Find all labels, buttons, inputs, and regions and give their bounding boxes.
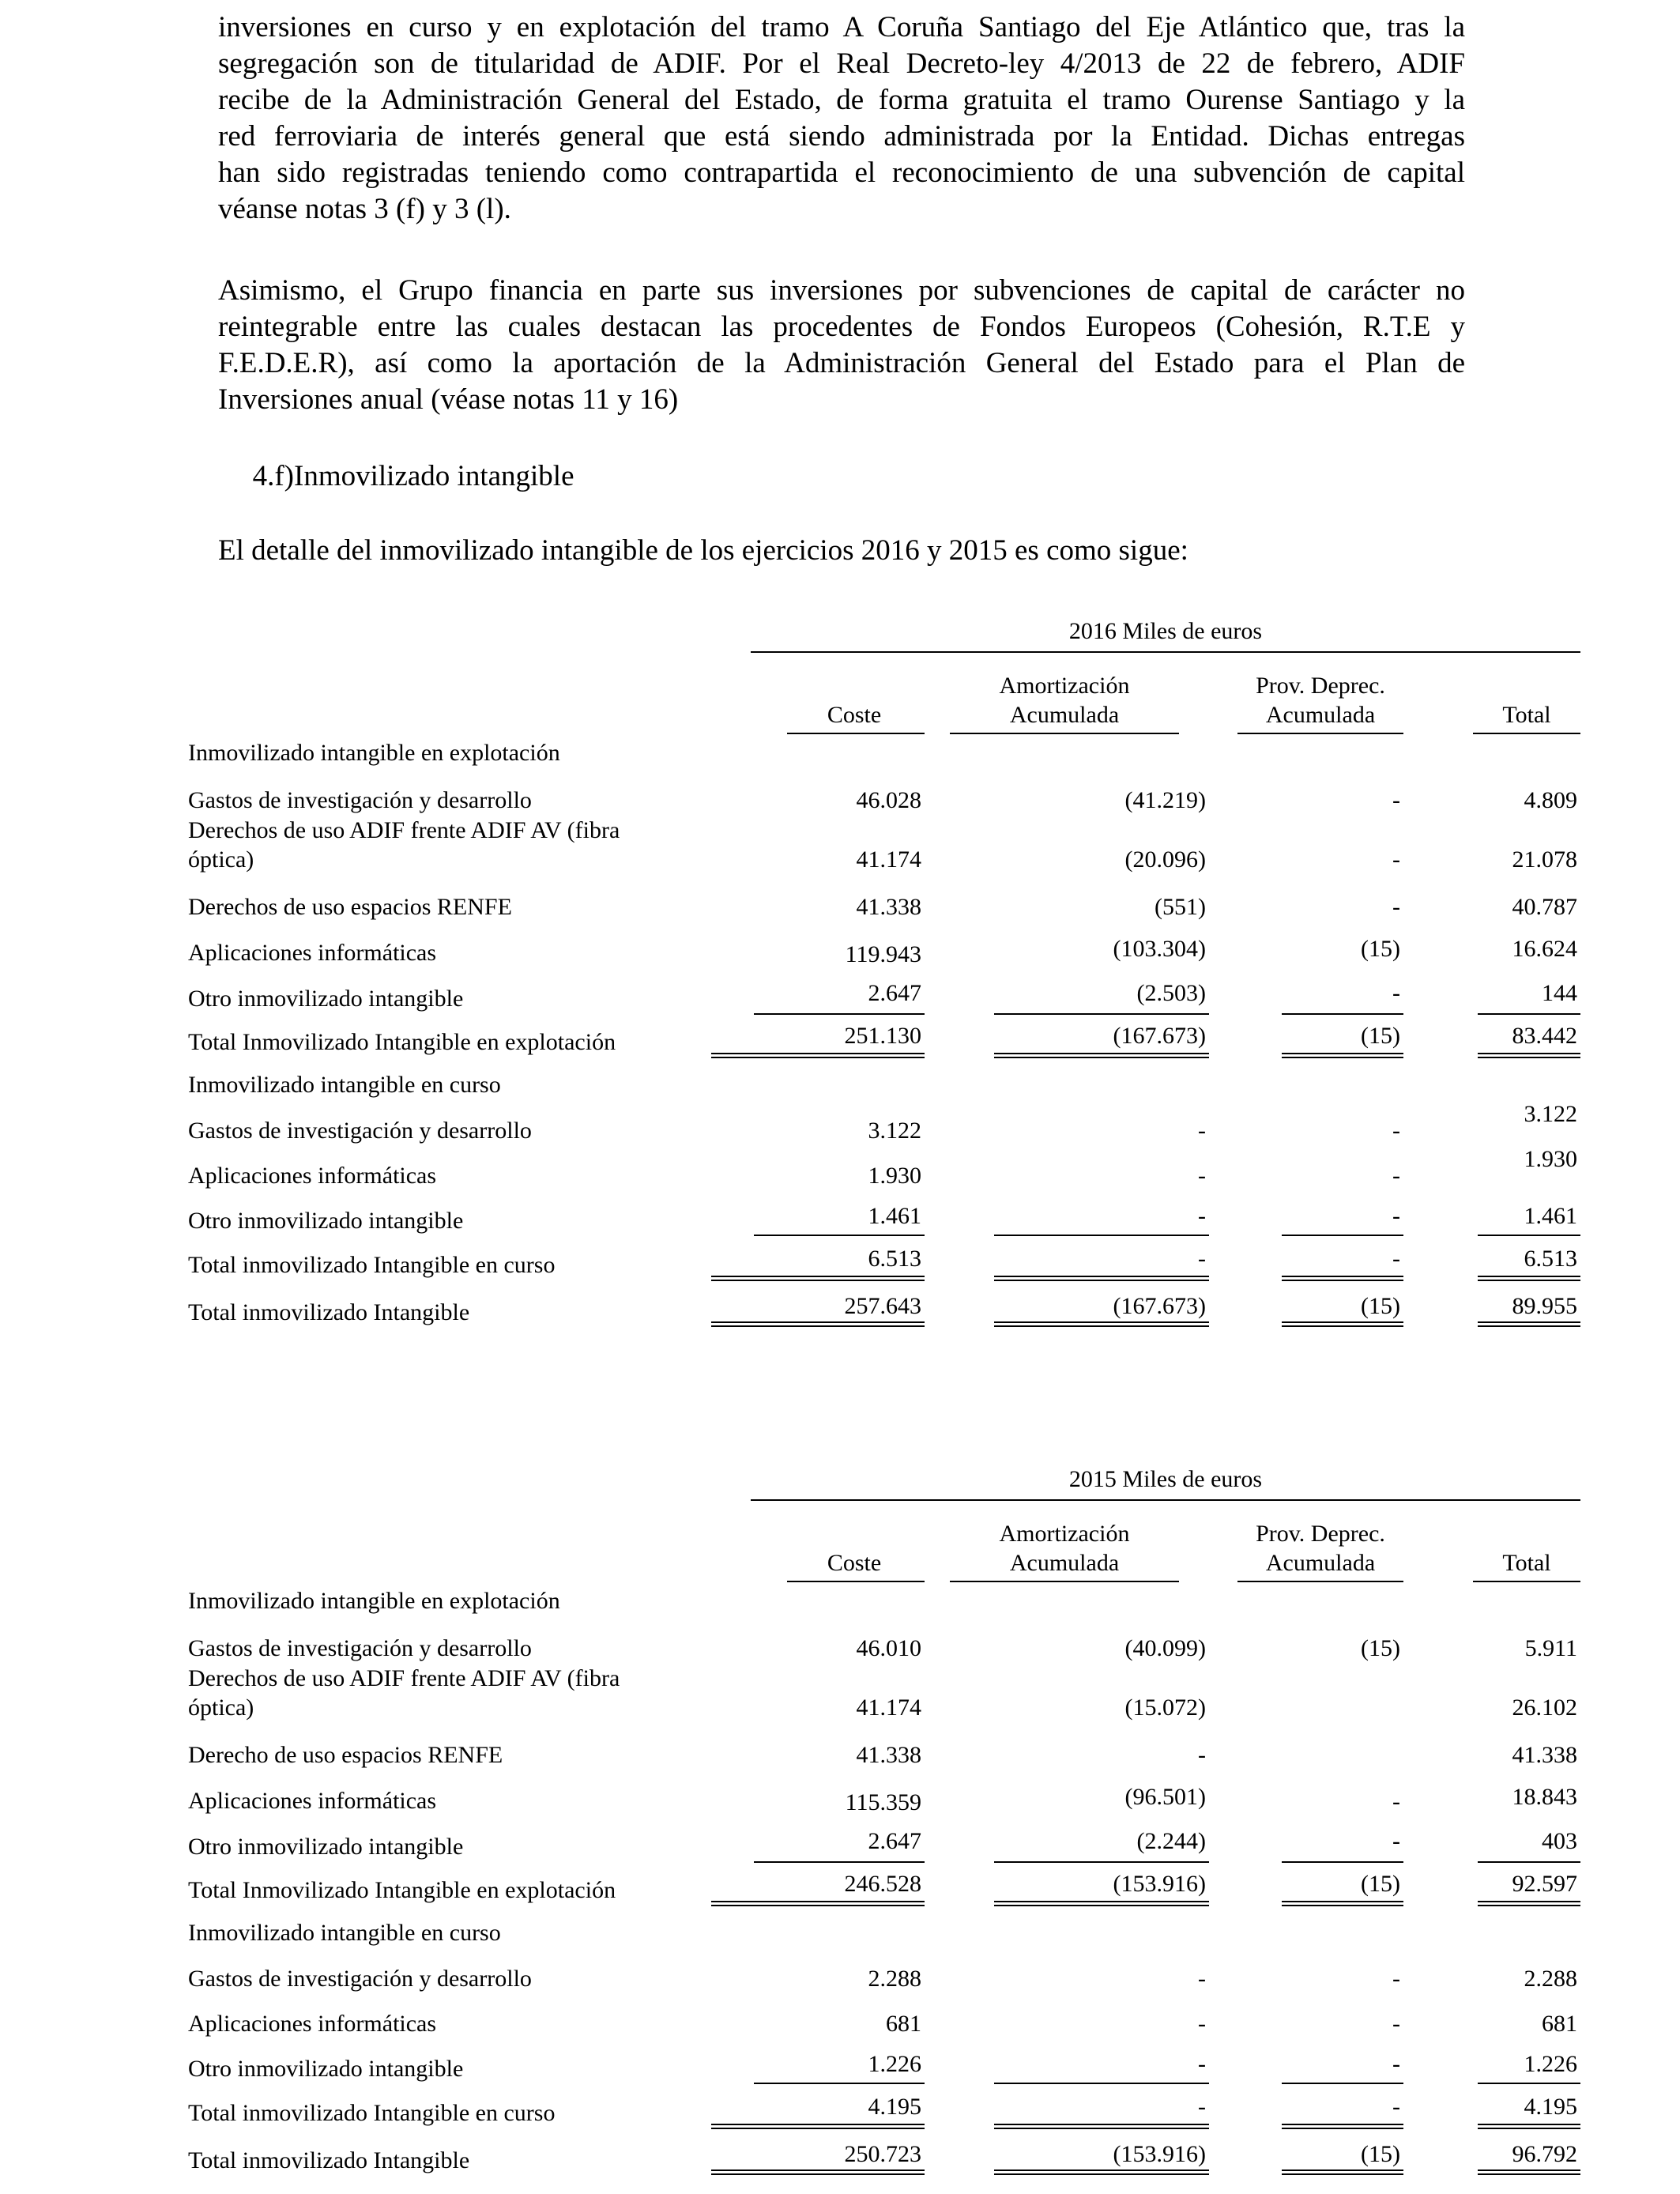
cell-provision: -	[1392, 1246, 1400, 1272]
cell-total: 16.624	[1512, 936, 1577, 962]
cell-coste: 2.647	[868, 1828, 921, 1854]
cell-total: 96.792	[1512, 2141, 1577, 2167]
double-rule	[1282, 1053, 1403, 1058]
cell-amortizacion: (153.916)	[1113, 1871, 1206, 1897]
cell-coste: 246.528	[844, 1871, 921, 1897]
subtotal-rule	[994, 1235, 1209, 1236]
cell-amortizacion: (2.244)	[1136, 1828, 1206, 1854]
double-rule	[994, 1901, 1209, 1906]
cell-provision: -	[1392, 1966, 1400, 1992]
row-label-continued: óptica)	[188, 1695, 254, 1721]
paragraph-line: inversiones en curso y en explotación del tramo A Coruña Santiago del Eje Atlántico que, tras la	[218, 11, 1465, 43]
cell-coste: 250.723	[844, 2141, 921, 2167]
cell-total: 40.787	[1512, 894, 1577, 920]
cell-total: 1.461	[1524, 1203, 1577, 1229]
cell-provision: (15)	[1361, 936, 1400, 962]
cell-amortizacion: (551)	[1155, 894, 1206, 920]
cell-total: 403	[1542, 1828, 1577, 1854]
section-label: Inmovilizado intangible en curso	[188, 1072, 501, 1098]
caption-rule	[751, 1499, 1580, 1501]
paragraph-line: F.E.D.E.R), así como la aportación de la Administración General del Estado para el Plan de	[218, 347, 1465, 379]
cell-amortizacion: (40.099)	[1124, 1635, 1206, 1661]
double-rule	[994, 1053, 1209, 1058]
row-label: Aplicaciones informáticas	[188, 1163, 437, 1189]
paragraph-line: recibe de la Administración General del Estado, de forma gratuita el tramo Ourense Santiago y la	[218, 84, 1465, 116]
subtotal-rule	[994, 2083, 1209, 2084]
cell-amortizacion: -	[1198, 1203, 1206, 1229]
cell-provision: -	[1392, 2011, 1400, 2037]
double-rule	[1478, 1053, 1580, 1058]
cell-total: 3.122	[1524, 1101, 1577, 1127]
row-label: Gastos de investigación y desarrollo	[188, 787, 532, 813]
subtotal-rule	[1282, 2083, 1403, 2084]
cell-provision: -	[1392, 1203, 1400, 1229]
cell-coste: 3.122	[868, 1118, 921, 1144]
grand-total-label: Total inmovilizado Intangible	[188, 1299, 470, 1325]
subtotal-label: Total Inmovilizado Intangible en explotación	[188, 1029, 616, 1055]
cell-amortizacion: -	[1198, 2051, 1206, 2077]
double-rule	[994, 1276, 1209, 1281]
column-header-amortizacion: Amortización Acumulada	[999, 1521, 1130, 1576]
subtotal-label: Total Inmovilizado Intangible en explotación	[188, 1877, 616, 1903]
cell-amortizacion: (2.503)	[1136, 980, 1206, 1006]
cell-amortizacion: (167.673)	[1113, 1293, 1206, 1319]
cell-provision: -	[1392, 1163, 1400, 1189]
double-rule	[711, 2124, 925, 2129]
subtotal-label: Total inmovilizado Intangible en curso	[188, 2100, 556, 2126]
double-rule	[1478, 2124, 1580, 2129]
double-rule	[1282, 1276, 1403, 1281]
paragraph-subsidies	[218, 273, 1465, 418]
cell-amortizacion: (153.916)	[1113, 2141, 1206, 2167]
cell-total: 681	[1542, 2011, 1577, 2037]
cell-total: 18.843	[1512, 1784, 1577, 1810]
subtotal-rule	[1478, 1013, 1580, 1015]
subtotal-rule	[1282, 1013, 1403, 1015]
subtotal-rule	[754, 1235, 925, 1236]
double-rule	[1282, 2124, 1403, 2129]
row-label: Otro inmovilizado intangible	[188, 1834, 464, 1860]
double-rule	[1478, 1276, 1580, 1281]
cell-coste: 46.028	[856, 787, 921, 813]
row-label: Otro inmovilizado intangible	[188, 986, 464, 1012]
subtotal-rule	[1478, 2083, 1580, 2084]
cell-coste: 46.010	[856, 1635, 921, 1661]
double-rule	[994, 2169, 1209, 2175]
row-label: Derechos de uso espacios RENFE	[188, 894, 512, 920]
cell-amortizacion: (167.673)	[1113, 1023, 1206, 1049]
subtotal-rule	[994, 1013, 1209, 1015]
row-label: Derechos de uso ADIF frente ADIF AV (fibra	[188, 1665, 620, 1691]
section-label: Inmovilizado intangible en explotación	[188, 740, 560, 766]
header-rule	[950, 1581, 1179, 1582]
row-label: Derechos de uso ADIF frente ADIF AV (fibra	[188, 817, 620, 843]
double-rule	[711, 1901, 925, 1906]
cell-coste: 41.338	[856, 1742, 921, 1768]
cell-coste: 251.130	[844, 1023, 921, 1049]
double-rule	[711, 1321, 925, 1327]
subtotal-rule	[1478, 1235, 1580, 1236]
caption-rule	[751, 651, 1580, 653]
cell-provision: -	[1392, 846, 1400, 873]
cell-coste: 1.930	[868, 1163, 921, 1189]
cell-total: 1.226	[1524, 2051, 1577, 2077]
cell-total: 4.809	[1524, 787, 1577, 813]
cell-amortizacion: (15.072)	[1124, 1695, 1206, 1721]
double-rule	[1282, 2169, 1403, 2175]
cell-total: 144	[1542, 980, 1577, 1006]
cell-amortizacion: -	[1198, 2094, 1206, 2120]
paragraph-line: red ferroviaria de interés general que está siendo administrada por la Entidad. Dichas entregas	[218, 120, 1465, 153]
cell-amortizacion: -	[1198, 1246, 1206, 1272]
cell-provision: -	[1392, 1118, 1400, 1144]
cell-total: 4.195	[1524, 2094, 1577, 2120]
cell-coste: 2.647	[868, 980, 921, 1006]
column-header-total: Total	[1502, 702, 1551, 728]
cell-total: 89.955	[1512, 1293, 1577, 1319]
cell-amortizacion: (20.096)	[1124, 846, 1206, 873]
cell-coste: 4.195	[868, 2094, 921, 2120]
paragraph-line: Inversiones anual (véase notas 11 y 16)	[218, 383, 679, 416]
column-header-provision: Prov. Deprec. Acumulada	[1256, 673, 1385, 728]
grand-total-label: Total inmovilizado Intangible	[188, 2147, 470, 2173]
cell-coste: 41.338	[856, 894, 921, 920]
cell-amortizacion: -	[1198, 1163, 1206, 1189]
double-rule	[1282, 1901, 1403, 1906]
double-rule	[1478, 2169, 1580, 2175]
column-header-coste: Coste	[827, 702, 882, 728]
section-number: 4.f)	[252, 460, 294, 492]
subtotal-rule	[754, 2083, 925, 2084]
cell-provision: (15)	[1361, 1293, 1400, 1319]
paragraph-segregation	[218, 9, 1465, 228]
double-rule	[711, 1053, 925, 1058]
row-label: Aplicaciones informáticas	[188, 2011, 437, 2037]
cell-coste: 41.174	[856, 846, 921, 873]
column-header-coste: Coste	[827, 1550, 882, 1576]
cell-coste: 2.288	[868, 1966, 921, 1992]
section-heading	[218, 458, 574, 495]
paragraph-line: reintegrable entre las cuales destacan las procedentes de Fondos Europeos (Cohesión, R.T.E y	[218, 311, 1465, 343]
header-rule	[1237, 733, 1403, 734]
header-rule	[1473, 733, 1580, 734]
cell-provision: (15)	[1361, 1871, 1400, 1897]
subtotal-rule	[994, 1861, 1209, 1863]
cell-provision: -	[1392, 787, 1400, 813]
subtotal-rule	[1478, 1861, 1580, 1863]
header-rule	[787, 1581, 925, 1582]
section-label: Inmovilizado intangible en explotación	[188, 1588, 560, 1614]
double-rule	[994, 2124, 1209, 2129]
section-label: Inmovilizado intangible en curso	[188, 1920, 501, 1946]
cell-amortizacion: (96.501)	[1124, 1784, 1206, 1810]
cell-amortizacion: -	[1198, 1966, 1206, 1992]
cell-provision: (15)	[1361, 2141, 1400, 2167]
cell-coste: 41.174	[856, 1695, 921, 1721]
paragraph-line: véanse notas 3 (f) y 3 (l).	[218, 193, 511, 225]
cell-provision: -	[1392, 1789, 1400, 1815]
column-header-provision: Prov. Deprec. Acumulada	[1256, 1521, 1385, 1576]
cell-coste: 115.359	[845, 1789, 921, 1815]
double-rule	[1478, 1321, 1580, 1327]
cell-total: 6.513	[1524, 1246, 1577, 1272]
header-rule	[787, 733, 925, 734]
subtotal-rule	[754, 1013, 925, 1015]
subtotal-rule	[1282, 1235, 1403, 1236]
paragraph-line: han sido registradas teniendo como contrapartida el reconocimiento de una subvención de capital	[218, 156, 1465, 189]
cell-total: 83.442	[1512, 1023, 1577, 1049]
section-title: Inmovilizado intangible	[294, 460, 574, 492]
row-label: Otro inmovilizado intangible	[188, 2056, 464, 2082]
cell-amortizacion: -	[1198, 1742, 1206, 1768]
cell-total: 1.930	[1524, 1146, 1577, 1172]
cell-total: 26.102	[1512, 1695, 1577, 1721]
cell-provision: (15)	[1361, 1635, 1400, 1661]
cell-coste: 6.513	[868, 1246, 921, 1272]
paragraph-line: Asimismo, el Grupo financia en parte sus inversiones por subvenciones de capital de carácter no	[218, 274, 1465, 307]
row-label-continued: óptica)	[188, 846, 254, 873]
row-label: Gastos de investigación y desarrollo	[188, 1118, 532, 1144]
paragraph-line: segregación son de titularidad de ADIF. Por el Real Decreto-ley 4/2013 de 22 de febrero, ADIF	[218, 47, 1465, 80]
cell-amortizacion: -	[1198, 1118, 1206, 1144]
row-label: Gastos de investigación y desarrollo	[188, 1966, 532, 1992]
header-rule	[950, 733, 1179, 734]
header-rule	[1237, 1581, 1403, 1582]
cell-provision: -	[1392, 2051, 1400, 2077]
cell-coste: 681	[886, 2011, 921, 2037]
cell-coste: 1.461	[868, 1203, 921, 1229]
double-rule	[994, 1321, 1209, 1327]
cell-amortizacion: (103.304)	[1113, 936, 1206, 962]
cell-total: 21.078	[1512, 846, 1577, 873]
cell-provision: -	[1392, 980, 1400, 1006]
table-caption: 2015 Miles de euros	[1068, 1466, 1263, 1492]
cell-provision: -	[1392, 2094, 1400, 2120]
double-rule	[711, 1276, 925, 1281]
cell-provision: -	[1392, 1828, 1400, 1854]
cell-coste: 119.943	[845, 941, 921, 967]
subtotal-rule	[754, 1861, 925, 1863]
row-label: Derecho de uso espacios RENFE	[188, 1742, 503, 1768]
cell-amortizacion: -	[1198, 2011, 1206, 2037]
row-label: Gastos de investigación y desarrollo	[188, 1635, 532, 1661]
header-rule	[1473, 1581, 1580, 1582]
cell-total: 2.288	[1524, 1966, 1577, 1992]
double-rule	[711, 2169, 925, 2175]
cell-total: 41.338	[1512, 1742, 1577, 1768]
double-rule	[1282, 1321, 1403, 1327]
column-header-total: Total	[1502, 1550, 1551, 1576]
cell-provision: (15)	[1361, 1023, 1400, 1049]
cell-total: 5.911	[1524, 1635, 1577, 1661]
row-label: Aplicaciones informáticas	[188, 1788, 437, 1814]
table-caption: 2016 Miles de euros	[1068, 618, 1263, 644]
cell-coste: 257.643	[844, 1293, 921, 1319]
cell-total: 92.597	[1512, 1871, 1577, 1897]
table-intro: El detalle del inmovilizado intangible de los ejercicios 2016 y 2015 es como sigue:	[218, 534, 1188, 567]
cell-coste: 1.226	[868, 2051, 921, 2077]
row-label: Otro inmovilizado intangible	[188, 1208, 464, 1234]
row-label: Aplicaciones informáticas	[188, 940, 437, 966]
cell-provision: -	[1392, 894, 1400, 920]
cell-amortizacion: (41.219)	[1124, 787, 1206, 813]
subtotal-label: Total inmovilizado Intangible en curso	[188, 1252, 556, 1278]
double-rule	[1478, 1901, 1580, 1906]
subtotal-rule	[1282, 1861, 1403, 1863]
column-header-amortizacion: Amortización Acumulada	[999, 673, 1130, 728]
